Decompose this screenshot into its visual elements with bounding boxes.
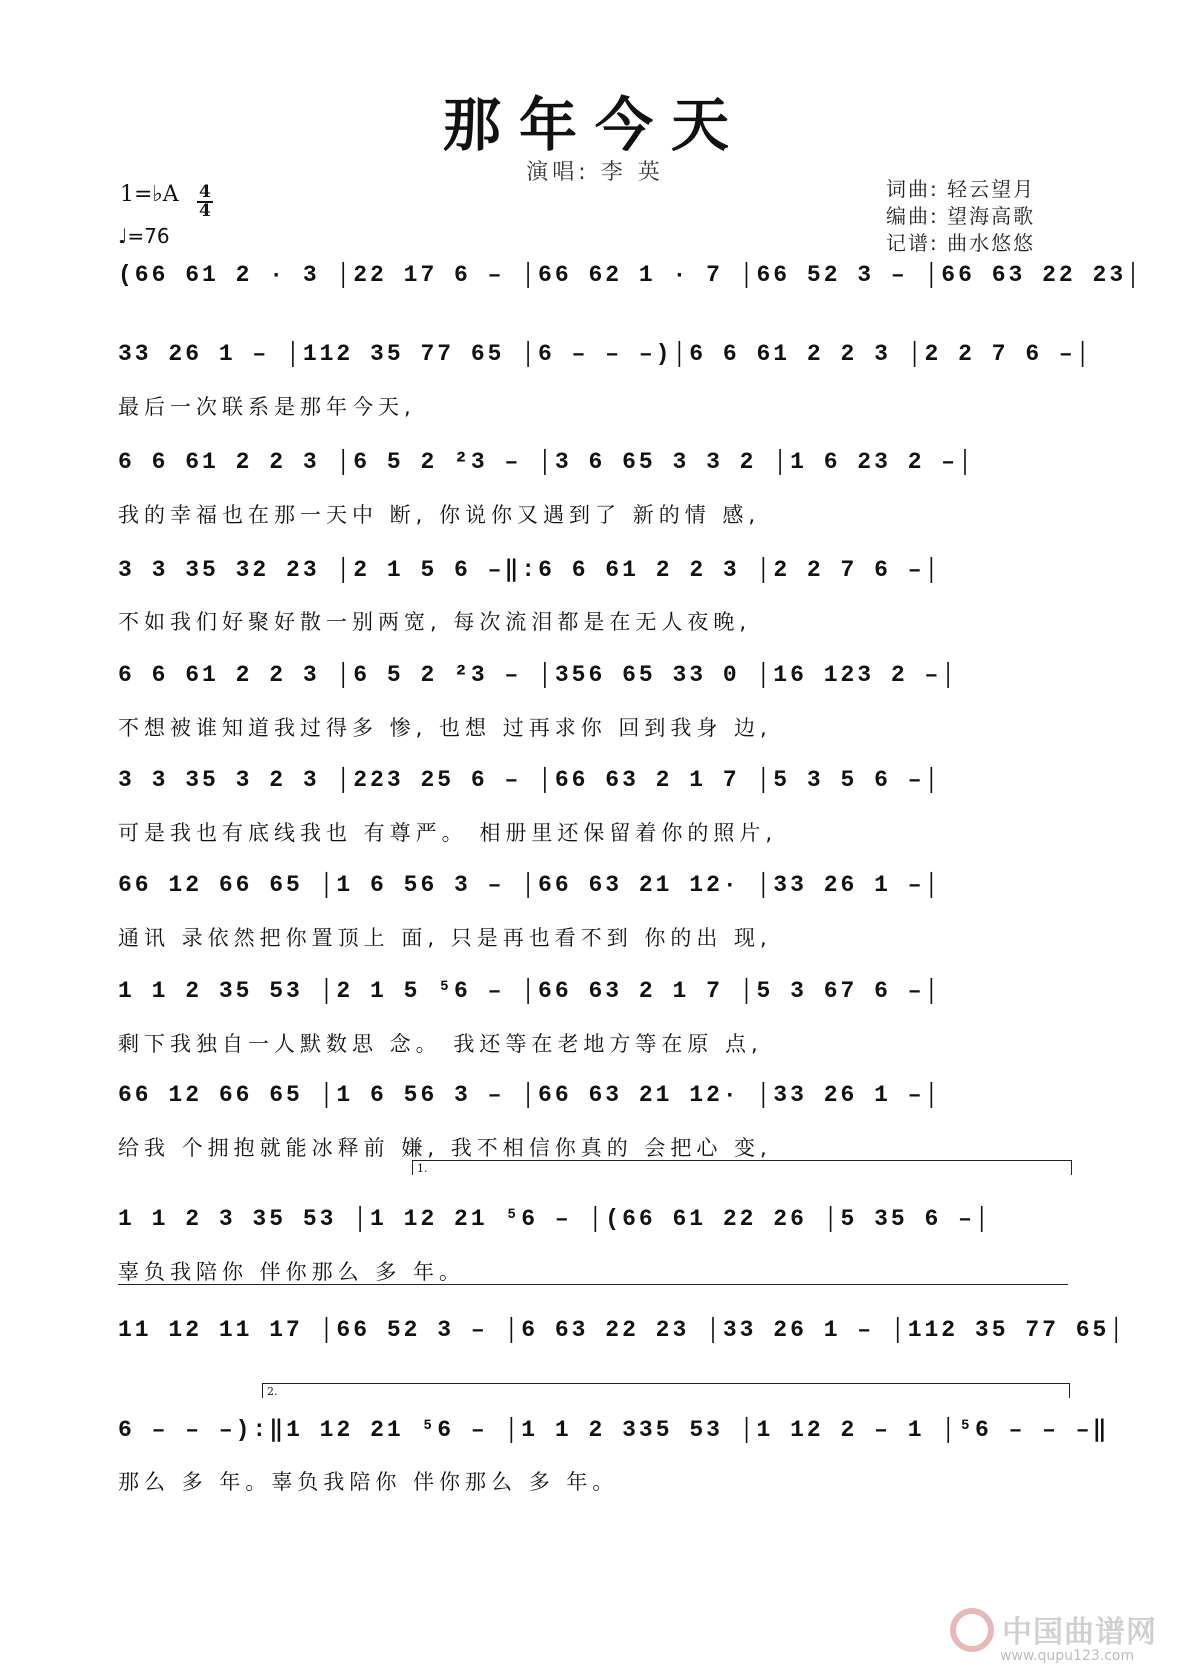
notes-line: 1 1 2 3 35 53 │1 12 21 ⁵6 – │(66 61 22 26 │5 35 6 –│ <box>118 1206 992 1232</box>
notes-line: 6 6 61 2 2 3 │6 5 2 ²3 – │356 65 33 0 │16 123 2 –│ <box>118 662 959 688</box>
lyrics-line: 给我 个拥抱就能冰释前 嫌, 我不相信你真的 会把心 变, <box>118 1136 772 1160</box>
lyrics-line: 不如我们好聚好散一别两宽, 每次流泪都是在无人夜晚, <box>118 610 752 634</box>
second-ending-label: 2. <box>267 1385 278 1398</box>
notes-line: 11 12 11 17 │66 52 3 – │6 63 22 23 │33 26 1 – │112 35 77 65│ <box>118 1317 1127 1343</box>
lyrics-line: 剩下我独自一人默数思 念。 我还等在老地方等在原 点, <box>118 1032 763 1056</box>
lyrics-line: 我的幸福也在那一天中 断, 你说你又遇到了 新的情 感, <box>118 503 761 527</box>
watermark-text: 中国曲谱网 <box>1002 1615 1157 1650</box>
lyricist-credit: 词曲: 轻云望月 <box>886 177 1036 201</box>
notes-line: 66 12 66 65 │1 6 56 3 – │66 63 21 12· │33 26 1 –│ <box>118 872 942 898</box>
time-signature-top: 4 <box>199 182 211 202</box>
second-ending-bracket <box>262 1383 1070 1398</box>
lyrics-line: 可是我也有底线我也 有尊严。 相册里还保留着你的照片, <box>118 821 778 845</box>
first-ending-bracket <box>412 1160 1072 1175</box>
credits-block <box>886 176 1035 257</box>
section-divider <box>118 1284 1068 1285</box>
lyrics-line: 通讯 录依然把你置顶上 面, 只是再也看不到 你的出 现, <box>118 926 772 950</box>
notes-line: 3 3 35 32 23 │2 1 5 6 –‖:6 6 61 2 2 3 │2 2 7 6 –│ <box>118 557 942 583</box>
notes-line: 33 26 1 – │112 35 77 65 │6 – – –)│6 6 61 2 2 3 │2 2 7 6 –│ <box>118 341 1093 367</box>
notes-line: 1 1 2 35 53 │2 1 5 ⁵6 – │66 63 2 1 7 │5 3 67 6 –│ <box>118 978 942 1004</box>
key-signature: 1=♭A <box>120 182 179 207</box>
lyrics-line: 最后一次联系是那年今天, <box>118 395 416 419</box>
arranger-credit: 编曲: 望海高歌 <box>886 204 1036 228</box>
time-signature <box>197 184 213 220</box>
notes-line: 66 12 66 65 │1 6 56 3 – │66 63 21 12· │33 26 1 –│ <box>118 1082 942 1108</box>
time-signature-bottom: 4 <box>199 201 211 221</box>
notes-line: (66 61 2 · 3 │22 17 6 – │66 62 1 · 7 │66 52 3 – │66 63 22 23│ <box>118 262 1143 288</box>
first-ending-label: 1. <box>417 1162 428 1175</box>
singer-credit: 演唱: 李 英 <box>526 160 664 185</box>
tempo-marking: ♩=76 <box>118 224 170 248</box>
notes-line: 3 3 35 3 2 3 │223 25 6 – │66 63 2 1 7 │5 3 5 6 –│ <box>118 767 942 793</box>
song-title: 那年今天 <box>442 91 747 159</box>
lyrics-line: 不想被谁知道我过得多 惨, 也想 过再求你 回到我身 边, <box>118 716 772 740</box>
lyrics-line: 辜负我陪你 伴你那么 多 年。 <box>118 1260 466 1284</box>
notes-line: 6 6 61 2 2 3 │6 5 2 ²3 – │3 6 65 3 3 2 │1 6 23 2 –│ <box>118 449 975 475</box>
site-logo-icon <box>950 1608 994 1652</box>
transcriber-credit: 记谱: 曲水悠悠 <box>886 231 1036 255</box>
watermark-url: www.qupu123.com <box>1000 1648 1135 1664</box>
notes-line: 6 – – –):‖1 12 21 ⁵6 – │1 1 2 335 53 │1 12 2 – 1 │⁵6 – – –‖ <box>118 1417 1110 1443</box>
lyrics-line: 那么 多 年。辜负我陪你 伴你那么 多 年。 <box>118 1470 619 1494</box>
